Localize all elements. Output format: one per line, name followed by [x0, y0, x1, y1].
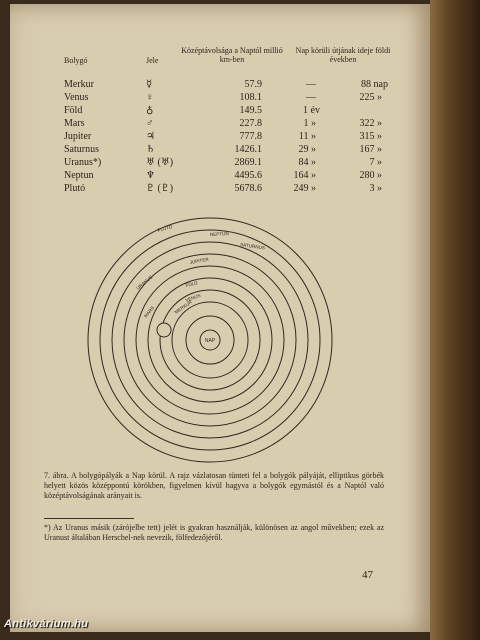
period-days: 7 » — [369, 157, 382, 168]
planet-distance: 5678.6 — [234, 183, 262, 194]
table-row — [64, 105, 394, 117]
planet-name: Saturnus — [64, 144, 99, 155]
planet-distance: 227.8 — [239, 118, 262, 129]
planet-symbol: ♃ — [146, 131, 155, 142]
period-years: 1 év — [303, 105, 320, 116]
planet-name: Jupiter — [64, 131, 92, 142]
planet-name: Merkur — [64, 79, 94, 90]
orbit-label: NEPTUN — [209, 231, 229, 237]
planet-name: Venus — [64, 92, 89, 103]
page-number: 47 — [362, 569, 373, 581]
period-days: 167 » — [359, 144, 382, 155]
period-years: 29 » — [298, 144, 316, 155]
footnote: *) Az Uranus másik (zárójelbe tett) jelét is gyakran használják, különösen az angol művekben; ezek az Uranust általában Herschel-nek nevezik, fölfedezőjéről. — [44, 523, 384, 542]
planet-marker-earth — [157, 323, 171, 337]
period-days: 225 » — [359, 92, 382, 103]
planet-distance: 57.9 — [244, 79, 262, 90]
period-years: 249 » — [293, 183, 316, 194]
orbit-label: MARS — [142, 305, 156, 319]
period-days: 322 » — [359, 118, 382, 129]
period-years: 164 » — [293, 170, 316, 181]
period-days: 280 » — [359, 170, 382, 181]
book-page — [10, 4, 430, 632]
planet-name: Mars — [64, 118, 85, 129]
period-years: 11 » — [298, 131, 316, 142]
period-days: 3 » — [369, 183, 382, 194]
book-spine — [430, 0, 480, 640]
header-symbol: Jele — [146, 56, 159, 65]
planet-distance: 777.8 — [239, 131, 262, 142]
header-distance: Középtávolsága a Naptól millió km-ben — [181, 46, 283, 64]
planet-symbol: ♁ — [146, 105, 154, 116]
orbit-label: URANUS — [135, 274, 154, 291]
planet-distance: 2869.1 — [234, 157, 262, 168]
planet-name: Plutó — [64, 183, 86, 194]
table-row — [64, 118, 394, 130]
table-row — [64, 170, 394, 182]
planet-symbol: ♅ (♅) — [146, 157, 174, 168]
period-years: — — [306, 79, 316, 90]
period-years: — — [306, 92, 316, 103]
planet-distance: 149.5 — [239, 105, 262, 116]
period-days: 315 » — [359, 131, 382, 142]
period-years: 84 » — [298, 157, 316, 168]
planet-distance: 108.1 — [239, 92, 262, 103]
orbit-label: SATURNUS — [239, 242, 266, 251]
planet-symbol: ☿ — [146, 79, 153, 90]
table-row — [64, 92, 394, 104]
planet-symbol: ♂ — [146, 118, 154, 129]
planet-name: Föld — [64, 105, 83, 116]
table-row — [64, 157, 394, 169]
planet-distance: 1426.1 — [234, 144, 262, 155]
orbit-diagram — [68, 214, 348, 464]
figure-caption: 7. ábra. A bolygópályák a Nap körül. A rajz vázlatosan tünteti fel a bolygók pályáját, elliptikus görbék helyett közös középpontú körökben, figyelmen kívül hagyva a bolygók egymástól és a Naptól való középtávolságának arányait is. — [44, 471, 384, 500]
footnote-rule — [44, 518, 134, 519]
planet-symbol: ♆ — [146, 170, 155, 181]
table-row — [64, 183, 394, 195]
table-row — [64, 131, 394, 143]
period-days: 88 nap — [361, 79, 388, 90]
orbit-label: PLUTO — [156, 224, 173, 233]
planet-name: Neptun — [64, 170, 94, 181]
header-period: Nap körüli útjának ideje földi években — [295, 46, 391, 64]
sun-label: NAP — [204, 338, 216, 344]
orbit-label: MERKUR — [173, 299, 193, 315]
header-planet: Bolygó — [64, 56, 88, 65]
table-row — [64, 79, 394, 91]
planet-distance: 4495.6 — [234, 170, 262, 181]
orbit-label: VENUS — [184, 292, 202, 303]
planet-name: Uranus*) — [64, 157, 102, 168]
table-row — [64, 144, 394, 156]
watermark: Antikvárium.hu — [4, 618, 89, 630]
planet-symbol: ♀ — [146, 92, 154, 103]
orbit-label: FÖLD — [185, 280, 199, 288]
orbit-label: JUPITER — [189, 256, 210, 265]
planet-symbol: ♄ — [146, 144, 155, 155]
period-years: 1 » — [303, 118, 316, 129]
planet-symbol: ♇ (♇) — [146, 183, 174, 194]
